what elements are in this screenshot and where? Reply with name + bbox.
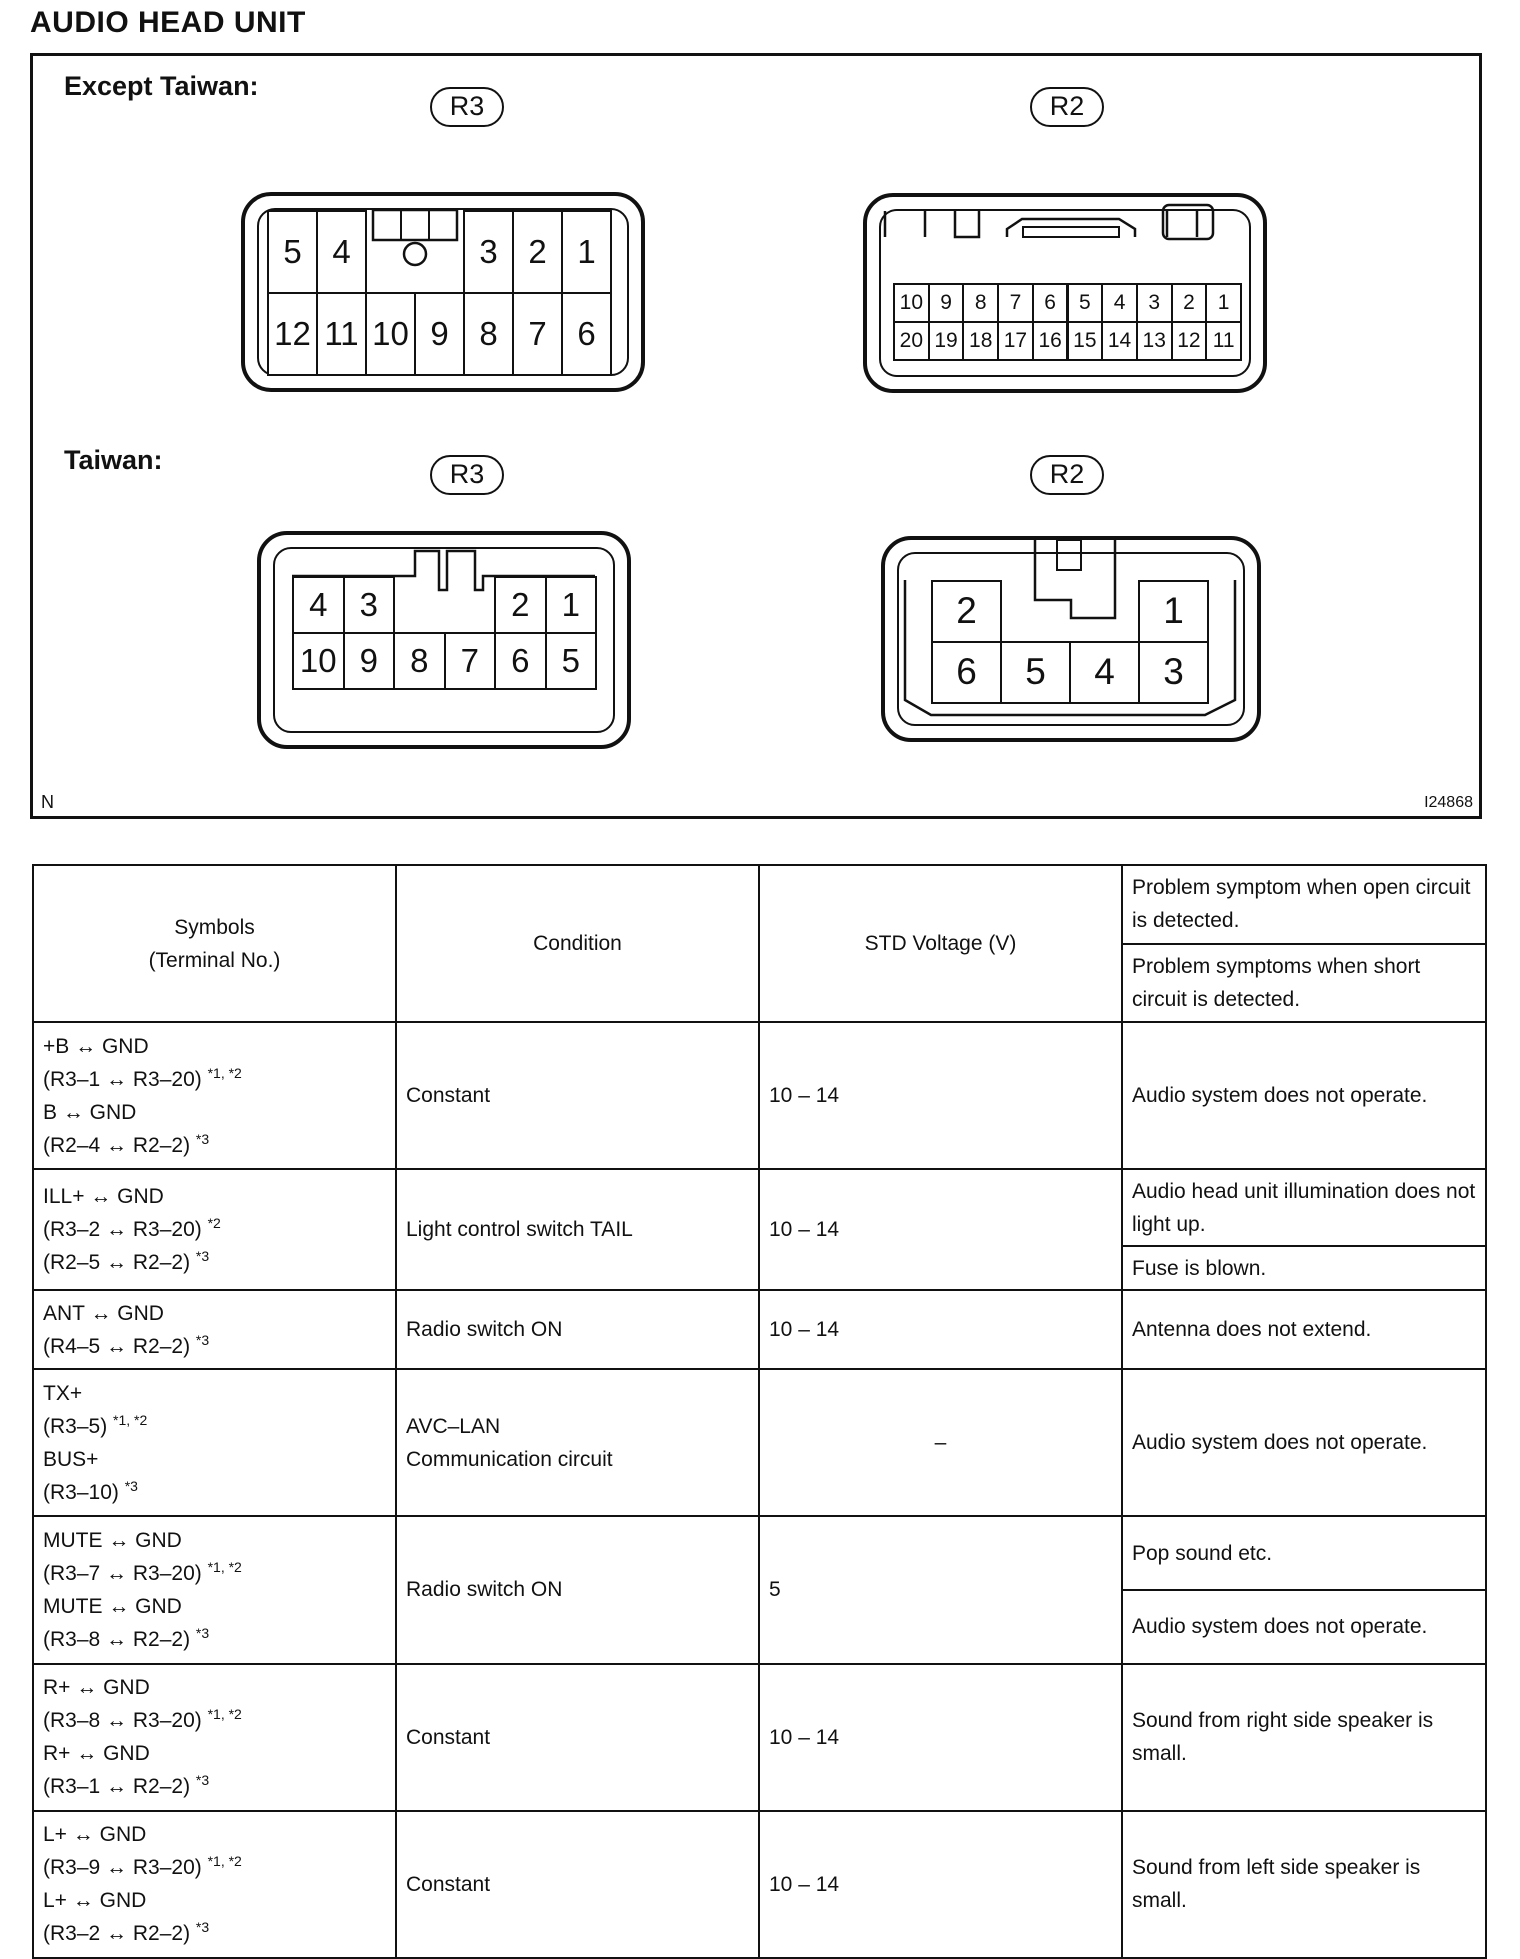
symbol-text: MUTE ↔ GND <box>43 1528 182 1552</box>
symbol-line <box>43 1770 386 1803</box>
symbol-text: (R3–5) <box>43 1414 114 1438</box>
except-r3-pin: 10 <box>365 292 416 376</box>
symbol-line <box>43 1030 386 1063</box>
symbol-text: (R4–5 ↔ R2–2) <box>43 1334 196 1358</box>
symptom-text: Fuse is blown. <box>1132 1256 1267 1280</box>
symptom-text: Audio system does not operate. <box>1132 1431 1428 1455</box>
symbol-line <box>43 1330 386 1363</box>
taiwan-r2-connector <box>881 536 1261 742</box>
symbol-line <box>43 1818 386 1851</box>
header-condition: Condition <box>396 865 759 1022</box>
footnote-mark: *1, *2 <box>207 1064 242 1081</box>
except-r3-pin: 1 <box>561 210 612 294</box>
voltage-cell <box>759 1290 1122 1369</box>
condition-cell <box>396 1811 759 1958</box>
except-r2-pin: 13 <box>1136 321 1173 361</box>
symbols-cell <box>33 1022 396 1169</box>
symbol-line <box>43 1737 386 1770</box>
symbol-line <box>43 1917 386 1950</box>
taiwan-r2-pin: 6 <box>931 641 1002 704</box>
taiwan-r3-pin: 2 <box>494 576 547 634</box>
symptom-cell <box>1122 1516 1486 1590</box>
latch-icon <box>371 210 459 270</box>
symbol-text: (R3–9 ↔ R3–20) <box>43 1856 208 1880</box>
taiwan-r3-pin: 9 <box>343 632 396 690</box>
symbols-cell <box>33 1516 396 1663</box>
header-symbols-line1: Symbols <box>174 915 255 939</box>
table-row <box>33 1369 1486 1516</box>
condition-cell <box>396 1664 759 1811</box>
terminal-spec-table <box>32 864 1487 1959</box>
condition-cell <box>396 1169 759 1290</box>
symbol-line <box>43 1851 386 1884</box>
symbol-text: (R3–1 ↔ R3–20) <box>43 1067 208 1091</box>
voltage-text: 10 – 14 <box>769 1872 840 1896</box>
except-r3-pin: 5 <box>267 210 318 294</box>
taiwan-label: Taiwan: <box>64 445 163 475</box>
symbol-text: BUS+ <box>43 1447 99 1471</box>
footnote-mark: *1, *2 <box>207 1558 242 1575</box>
voltage-cell <box>759 1516 1122 1663</box>
footnote-mark: *3 <box>124 1477 138 1494</box>
symbol-text: (R3–2 ↔ R3–20) <box>43 1218 208 1242</box>
symptom-cell <box>1122 1246 1486 1290</box>
except-taiwan-label: Except Taiwan: <box>64 71 259 101</box>
except-r3-pin: 3 <box>463 210 514 294</box>
symbol-line <box>43 1671 386 1704</box>
symptom-text: Pop sound etc. <box>1132 1541 1273 1565</box>
except-r2-pin: 5 <box>1067 283 1104 323</box>
latch-icon <box>261 535 627 645</box>
footnote-mark: *1, *2 <box>113 1411 148 1428</box>
symbol-line <box>43 1213 386 1246</box>
voltage-text: 10 – 14 <box>769 1318 840 1342</box>
voltage-text: 10 – 14 <box>769 1725 840 1749</box>
except-r2-pin: 8 <box>962 283 999 323</box>
symbol-text: L+ ↔ GND <box>43 1889 147 1913</box>
symbol-text: (R3–7 ↔ R3–20) <box>43 1561 208 1585</box>
except-r2-pin: 15 <box>1067 321 1104 361</box>
symbol-text: +B ↔ GND <box>43 1034 149 1058</box>
taiwan-r3-pin: 6 <box>494 632 547 690</box>
voltage-cell <box>759 1369 1122 1516</box>
symbol-text: (R3–8 ↔ R2–2) <box>43 1627 196 1651</box>
symbol-line <box>43 1180 386 1213</box>
header-open-circuit: Problem symptom when open circuit is detected. <box>1122 865 1486 944</box>
except-r2-pin: 2 <box>1171 283 1208 323</box>
voltage-text: 5 <box>769 1578 781 1602</box>
except-r2-pin: 19 <box>928 321 965 361</box>
taiwan-r3-pin: 1 <box>545 576 598 634</box>
footnote-mark: *3 <box>195 1919 210 1936</box>
condition-text: Constant <box>406 1725 491 1749</box>
except-r2-pin: 4 <box>1101 283 1138 323</box>
footnote-mark: *3 <box>195 1130 210 1147</box>
symbol-text: (R3–8 ↔ R3–20) <box>43 1709 208 1733</box>
symbol-text: L+ ↔ GND <box>43 1823 147 1847</box>
condition-cell <box>396 1369 759 1516</box>
table-row <box>33 1516 1486 1590</box>
symbol-text: (R3–1 ↔ R2–2) <box>43 1775 196 1799</box>
symbol-line <box>43 1129 386 1162</box>
taiwan-r3-pin: 5 <box>545 632 598 690</box>
condition-text: Light control switch TAIL <box>406 1218 633 1242</box>
symbol-line <box>43 1590 386 1623</box>
condition-text: Radio switch ON <box>406 1578 563 1602</box>
taiwan-r3-pin: 3 <box>343 576 396 634</box>
footnote-mark: *2 <box>207 1215 221 1232</box>
footnote-mark: *1, *2 <box>207 1706 242 1723</box>
symbol-text: R+ ↔ GND <box>43 1742 150 1766</box>
except-r3-pin: 9 <box>414 292 465 376</box>
condition-text: Constant <box>406 1084 491 1108</box>
except-r2-pin: 20 <box>893 321 930 361</box>
symptom-cell <box>1122 1369 1486 1516</box>
taiwan-r2-pin: 3 <box>1138 641 1209 704</box>
header-symbols-line2: (Terminal No.) <box>148 948 281 972</box>
except-r2-connector <box>863 193 1267 393</box>
symbol-line <box>43 1443 386 1476</box>
symptom-text: Sound from left side speaker is small. <box>1132 1856 1421 1913</box>
footnote-mark: *3 <box>195 1772 210 1789</box>
voltage-text: 10 – 14 <box>769 1218 840 1242</box>
page-title: AUDIO HEAD UNIT <box>30 6 306 39</box>
taiwan-r3-label: R3 <box>430 455 504 495</box>
voltage-text: 10 – 14 <box>769 1084 840 1108</box>
footnote-mark: *3 <box>195 1248 210 1265</box>
header-symbols <box>33 865 396 1022</box>
except-r2-pin: 11 <box>1205 321 1242 361</box>
taiwan-r3-pin: 4 <box>292 576 345 634</box>
symbol-text: ILL+ ↔ GND <box>43 1185 164 1209</box>
symptom-cell <box>1122 1290 1486 1369</box>
except-r3-connector <box>241 192 645 392</box>
symptom-text: Antenna does not extend. <box>1132 1318 1372 1342</box>
table-row <box>33 1811 1486 1958</box>
symptom-text: Audio head unit illumination does not light up. <box>1132 1179 1476 1236</box>
condition-cell <box>396 1290 759 1369</box>
table-row <box>33 1290 1486 1369</box>
latch-icon <box>867 197 1263 277</box>
symbol-line <box>43 1884 386 1917</box>
symbol-line <box>43 1623 386 1656</box>
symptom-cell <box>1122 1664 1486 1811</box>
except-r2-pin: 6 <box>1032 283 1069 323</box>
voltage-text: – <box>934 1431 947 1455</box>
symbols-cell <box>33 1369 396 1516</box>
except-r2-pin: 12 <box>1171 321 1208 361</box>
voltage-cell <box>759 1022 1122 1169</box>
except-r2-pin: 16 <box>1032 321 1069 361</box>
taiwan-r3-connector <box>257 531 631 749</box>
condition-text: Constant <box>406 1872 491 1896</box>
symbol-line <box>43 1557 386 1590</box>
symbol-line <box>43 1410 386 1443</box>
symptom-cell <box>1122 1811 1486 1958</box>
symbol-text: (R3–10) <box>43 1480 125 1504</box>
symbol-line <box>43 1704 386 1737</box>
voltage-cell <box>759 1664 1122 1811</box>
condition-cell <box>396 1516 759 1663</box>
except-r3-pin: 2 <box>512 210 563 294</box>
footnote-mark: *3 <box>195 1624 210 1641</box>
symbol-line <box>43 1377 386 1410</box>
symptom-text: Audio system does not operate. <box>1132 1084 1428 1108</box>
taiwan-r2-pin: 4 <box>1069 641 1140 704</box>
symbol-text: (R3–2 ↔ R2–2) <box>43 1922 196 1946</box>
symptom-cell <box>1122 1169 1486 1246</box>
symptom-text: Audio system does not operate. <box>1132 1615 1428 1639</box>
symbol-line <box>43 1476 386 1509</box>
symptom-cell <box>1122 1590 1486 1664</box>
symbol-text: (R2–5 ↔ R2–2) <box>43 1251 196 1275</box>
except-r2-pin: 9 <box>928 283 965 323</box>
taiwan-r3-pin: 7 <box>444 632 497 690</box>
condition-cell <box>396 1022 759 1169</box>
except-r3-pin: 12 <box>267 292 318 376</box>
symbol-line <box>43 1063 386 1096</box>
symbol-text: (R2–4 ↔ R2–2) <box>43 1133 196 1157</box>
except-r3-label: R3 <box>430 87 504 127</box>
footnote-mark: *3 <box>195 1331 210 1348</box>
symbol-text: MUTE ↔ GND <box>43 1594 182 1618</box>
latch-icon <box>885 540 1257 740</box>
symptom-cell <box>1122 1022 1486 1169</box>
symbol-text: R+ ↔ GND <box>43 1676 150 1700</box>
taiwan-r2-label: R2 <box>1030 455 1104 495</box>
except-r2-pin: 7 <box>997 283 1034 323</box>
voltage-cell <box>759 1169 1122 1290</box>
except-r2-pin: 14 <box>1101 321 1138 361</box>
symbol-text: B ↔ GND <box>43 1100 137 1124</box>
taiwan-r2-pin: 1 <box>1138 580 1209 643</box>
taiwan-r2-pin: 2 <box>931 580 1002 643</box>
except-r2-pin: 18 <box>962 321 999 361</box>
symbol-line <box>43 1524 386 1557</box>
except-r2-pin: 3 <box>1136 283 1173 323</box>
symbols-cell <box>33 1664 396 1811</box>
connector-diagram <box>30 53 1482 819</box>
except-r3-pin: 4 <box>316 210 367 294</box>
except-r3-pin: 8 <box>463 292 514 376</box>
corner-left-mark: N <box>41 792 54 812</box>
symbol-text: TX+ <box>43 1381 83 1405</box>
taiwan-r3-pin: 10 <box>292 632 345 690</box>
header-voltage: STD Voltage (V) <box>759 865 1122 1022</box>
footnote-mark: *1, *2 <box>207 1853 242 1870</box>
except-r2-label: R2 <box>1030 87 1104 127</box>
symbols-cell <box>33 1169 396 1290</box>
table-row <box>33 1664 1486 1811</box>
except-r2-pin: 17 <box>997 321 1034 361</box>
header-short-circuit: Problem symptoms when short circuit is detected. <box>1122 944 1486 1023</box>
figure-id: I24868 <box>1424 794 1473 811</box>
symptom-text: Sound from right side speaker is small. <box>1132 1709 1434 1766</box>
symbols-cell <box>33 1811 396 1958</box>
table-row <box>33 1022 1486 1169</box>
symbol-text: ANT ↔ GND <box>43 1301 164 1325</box>
condition-text: Communication circuit <box>406 1447 613 1471</box>
condition-text: Radio switch ON <box>406 1318 563 1342</box>
taiwan-r3-pin: 8 <box>393 632 446 690</box>
voltage-cell <box>759 1811 1122 1958</box>
except-r2-pin: 1 <box>1205 283 1242 323</box>
except-r3-pin: 7 <box>512 292 563 376</box>
except-r3-pin: 6 <box>561 292 612 376</box>
condition-text: AVC–LAN <box>406 1414 501 1438</box>
symbol-line <box>43 1246 386 1279</box>
table-row <box>33 1169 1486 1246</box>
except-r3-pin: 11 <box>316 292 367 376</box>
symbol-line <box>43 1297 386 1330</box>
except-r2-pin: 10 <box>893 283 930 323</box>
taiwan-r2-pin: 5 <box>1000 641 1071 704</box>
symbols-cell <box>33 1290 396 1369</box>
symbol-line <box>43 1096 386 1129</box>
